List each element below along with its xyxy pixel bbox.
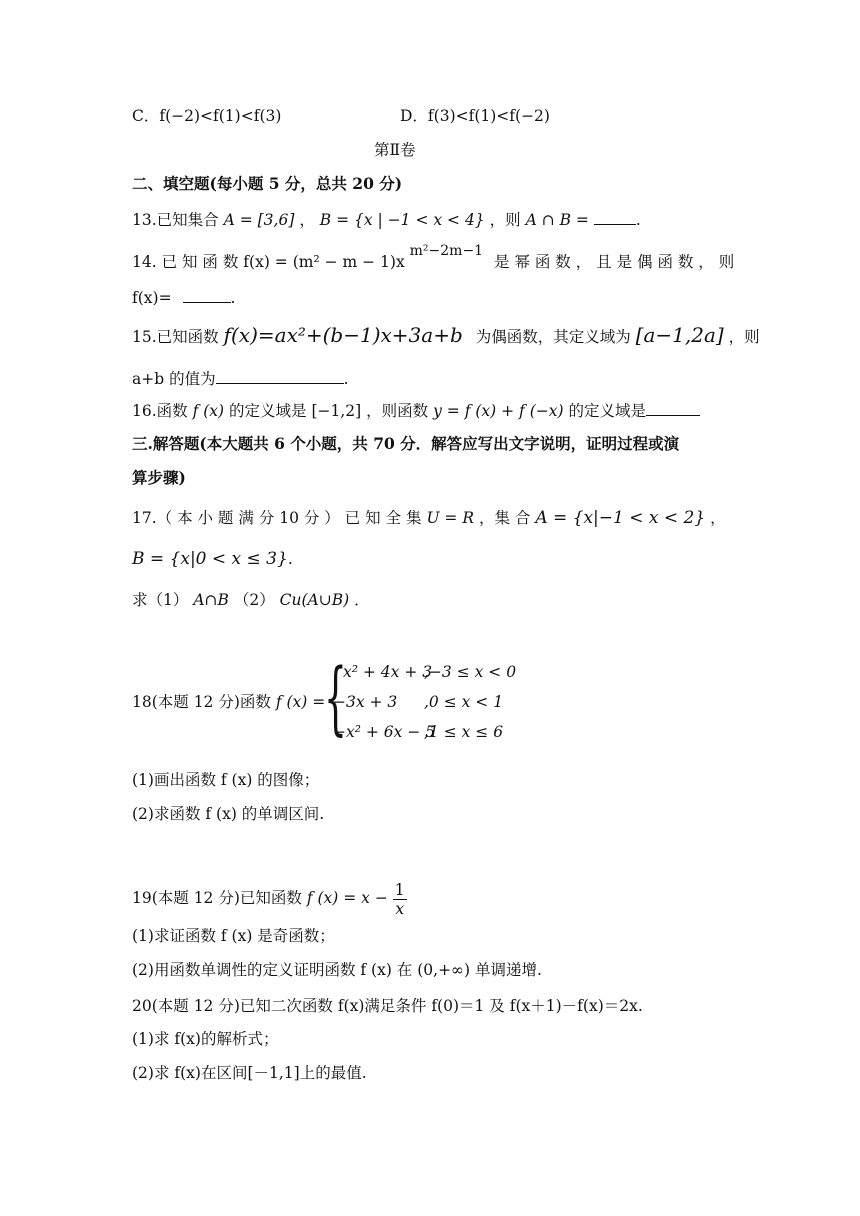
question-17 [132,508,726,528]
q14-exponent: m²−2m−1 [409,243,484,259]
q19-denominator: x [395,899,405,918]
q18-part2: (2)求函数 f (x) 的单调区间. [132,805,325,823]
section3-heading-line2: 算步骤) [132,468,186,487]
q17-ask-end: ． [354,591,370,609]
section3-heading-line1: 三.解答题(本大题共 6 个小题，共 70 分．解答应写出文字说明，证明过程或演 [132,434,680,453]
q17-prefix: 17.（ 本 小 题 满 分 10 分 ） 已 知 全 集 [132,509,422,527]
q19-fraction [393,881,407,918]
q16-prefix: 16.函数 [132,402,188,420]
q14-end: . [230,289,236,307]
q20-stem: 20(本题 12 分)已知二次函数 f(x)满足条件 f(0)＝1 及 f(x＋1)－f(x)＝2x. [132,997,643,1015]
question-18 [132,692,325,712]
q14-prefix: 14. 已 知 函 数 [132,253,239,271]
q17-ask2: Cu(A∪B) [279,591,350,609]
q16-answer-blank[interactable] [646,400,700,416]
q17-ask-mid: （2） [233,591,275,609]
q15-line2: a+b 的值为 [132,370,216,388]
q15-prefix: 15.已知函数 [132,328,219,346]
q13-expr: A ∩ B = [525,211,589,229]
q18-brace: { [324,651,347,744]
q17-ask1: A∩B [193,591,229,609]
q13-sep: ， [299,211,315,229]
q14-expr: f(x) = (m² − m − 1)x [243,253,405,271]
q18-case1-expr: x² + 4x + 3 [343,663,433,681]
q14-line2-expr: f(x)= [132,289,172,307]
q15-expr: f(x)=ax²+(b−1)x+3a+b [223,323,463,347]
q17-set-b-end: . [287,550,293,568]
q18-case1-cond: ,−3 ≤ x < 0 [424,663,517,681]
q13-prefix: 13.已知集合 [132,211,219,229]
q18-case2-cond: ,0 ≤ x < 1 [424,693,504,711]
q18-part1: (1)画出函数 f (x) 的图像； [132,771,320,789]
q17-universe: U = R [426,509,475,527]
q15-domain: [a−1,2a] [635,323,724,347]
q18-case2-expr: −3x + 3 [333,693,398,711]
question-15 [132,325,760,347]
q20-part2: (2)求 f(x)在区间[－1,1]上的最值. [132,1064,367,1082]
option-d: D．f(3)<f(1)<f(−2) [400,107,550,125]
q13-set-b: B = {x | −1 < x < 4} [319,211,485,229]
question-15-line2 [132,368,349,389]
section2-heading: 二、填空题(每小题 5 分，总共 20 分) [132,174,403,193]
question-19 [132,876,407,920]
question-17-line3 [132,590,370,610]
q17-set-a: A = {x|−1 < x < 2} [535,508,706,528]
q16-end: 的定义域是 [568,402,646,420]
question-14-line2 [132,287,235,308]
question-14 [132,243,735,273]
q19-prefix: 19(本题 12 分)已知函数 [132,889,302,907]
q18-prefix: 18(本题 12 分)函数 [132,693,271,711]
q13-mid: ，则 [489,211,521,229]
option-c: C．f(−2)<f(1)<f(3) [132,107,282,125]
q20-part1: (1)求 f(x)的解析式； [132,1030,279,1048]
q15-line2-end: . [343,370,349,388]
question-13 [132,209,641,230]
q16-expr: y = f (x) + f (−x) [433,402,564,420]
q16-mid2: ，则函数 [366,402,429,420]
q17-mid: ，集 合 [478,509,531,527]
q15-end: ，则 [728,328,760,346]
q17-ask-prefix: 求（1） [132,591,189,609]
question-17-line2 [132,549,293,569]
q18-case3-expr: −x² + 6x − 5 [333,723,436,741]
q17-set-b: B = {x|0 < x ≤ 3} [132,549,288,569]
q19-part1: (1)求证函数 f (x) 是奇函数； [132,927,335,945]
q13-answer-blank[interactable] [594,209,636,225]
q18-case3-cond: ,1 ≤ x ≤ 6 [424,723,504,741]
q14-suffix: 是 幂 函 数 ， 且 是 偶 函 数 ， 则 [494,253,735,271]
q16-mid1: 的定义域是 [229,402,307,420]
q16-domain: [−1,2] [311,402,362,420]
q19-part2: (2)用函数单调性的定义证明函数 f (x) 在 (0,+∞) 单调递增. [132,961,542,979]
q19-expr: f (x) = x − [306,889,388,907]
q13-end: . [635,211,641,229]
question-16 [132,400,700,421]
q15-answer-blank[interactable] [216,368,344,384]
q18-fx: f (x) = [275,693,326,711]
q16-f: f (x) [192,402,225,420]
volume-title: 第Ⅱ卷 [374,141,416,159]
q13-set-a: A = [3,6] [223,211,295,229]
q15-mid: 为偶函数，其定义域为 [475,328,631,346]
q14-answer-blank[interactable] [183,287,231,303]
q19-numerator: 1 [394,880,405,899]
q17-end: ， [710,509,726,527]
